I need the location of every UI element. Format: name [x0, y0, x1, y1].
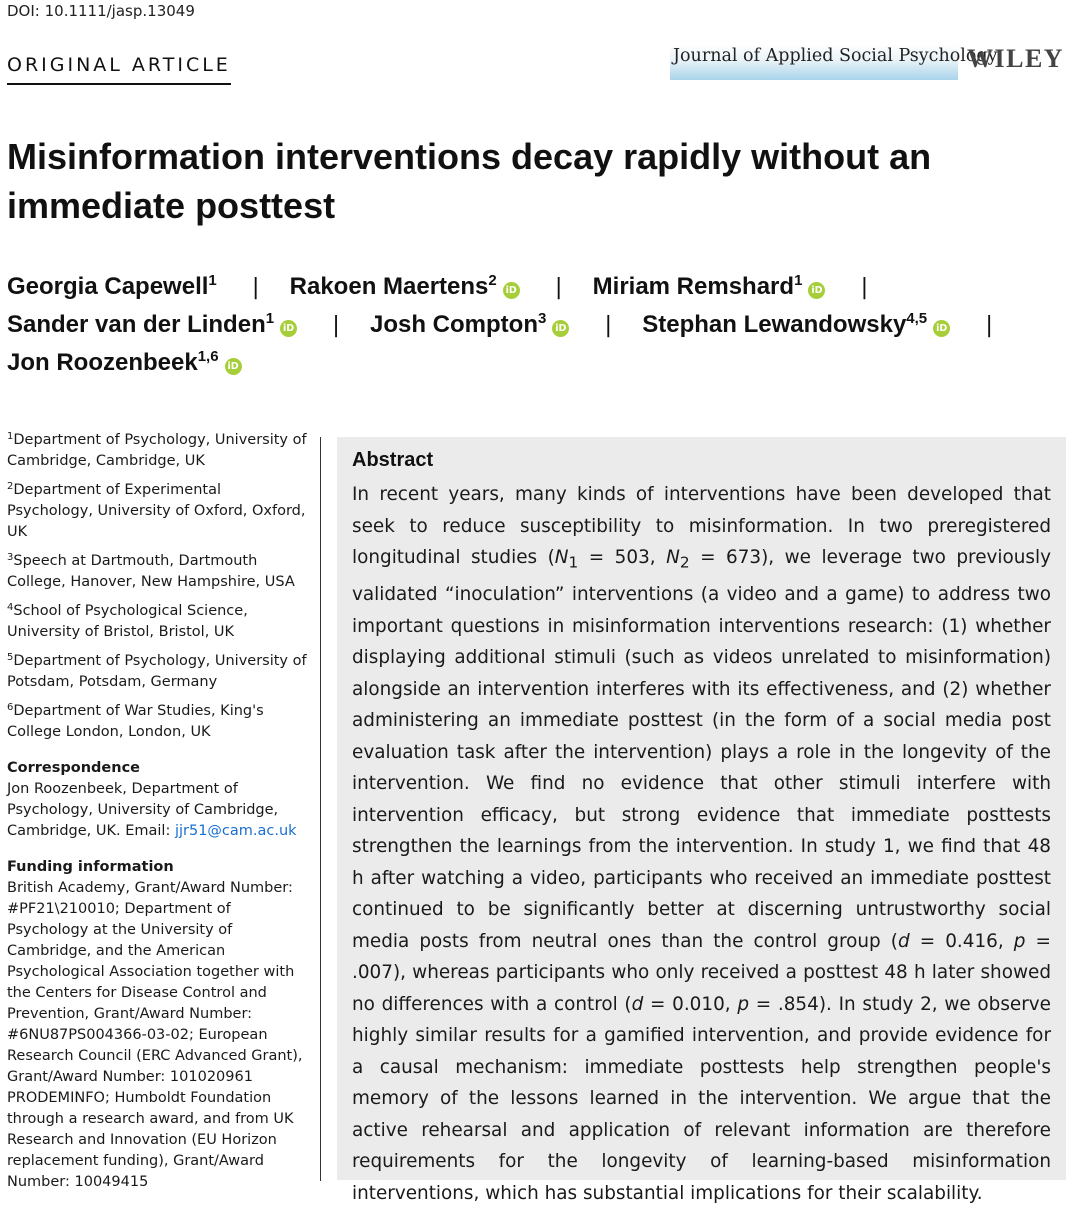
- abstract-text: In recent years, many kinds of interventions have been developed that seek to reduce susceptibility to misinformation. In two preregistered longitudinal studies ($N_1 = 503$, $N_2 = 673$), we leverage two previously validated “inoculation” interventions (a video and a game) to address two important questions in misinformation interventions research: (1) whether displaying additional stimuli (such as videos unrelated to misinformation) alongside an intervention interferes with its effectiveness, and (2) whether administering an immediate posttest (in the form of a social media post evaluation task after the intervention) plays a role in the longevity of the intervention. We find no evidence that other stimuli interfere with intervention efficacy, but strong evidence that immediate posttests strengthen the learnings from the intervention. In study 1, we find that 48 h after watching a video, participants who received an immediate posttest continued to be significantly better at discerning untrustworthy social media posts from neutral ones than the control group (d = 0.416, p = .007), whereas participants who only received a posttest 48 h later showed no differences with a control (d = 0.010, p = .854). In study 2, we observe highly similar results for a gamified intervention, and provide evidence for a causal mechanism: immediate posttests help strengthen people's memory of the lessons learned in the intervention. We argue that the active rehearsal and application of relevant information are therefore requirements for the longevity of learning-based misinformation interventions, which has substantial implications for their scalability.: [352, 484, 1052, 1204]
- correspondence-text: Jon Roozenbeek, Department of Psychology, University of Cambridge, Cambridge, UK. Email: jjr51@cam.ac.uk: [7, 781, 297, 839]
- author-name: Miriam Remshard$^1$: [592, 272, 803, 300]
- publisher-logo: WILEY: [967, 44, 1065, 73]
- abstract-heading: Abstract: [352, 449, 434, 471]
- abstract-box: [337, 437, 1066, 1204]
- article-type-label: ORIGINAL ARTICLE: [7, 54, 231, 85]
- column-divider: [320, 437, 321, 1181]
- journal-name: Journal of Applied Social Psychology: [673, 46, 998, 66]
- author-name: Josh Compton$^3$: [369, 310, 547, 338]
- affiliation-item: $^5$Department of Psychology, University of Potsdam, Potsdam, Germany: [7, 652, 307, 690]
- author-name: Jon Roozenbeek$^{1,6}$: [7, 348, 219, 376]
- author-separator: |: [554, 274, 563, 300]
- author-separator: |: [985, 312, 993, 338]
- article-title: Misinformation interventions decay rapidly without an immediate posttest: [7, 136, 932, 226]
- author-separator: |: [332, 312, 340, 338]
- orcid-icon[interactable]: iD: [808, 282, 825, 299]
- author-separator: |: [251, 274, 260, 300]
- funding-text: British Academy, Grant/Award Number: #PF21\210010; Department of Psychology at the University of Cambridge, and the American Psychological Association together with the Centers for Disease Control and Prevention, Grant/Award Number: #6NU87PS004366-03-02; European Research Council (ERC Advanced Grant), Grant/Award Number: 101020961 PRODEMINFO; Humboldt Foundation through a research award, and from UK Research and Innovation (EU Horizon replacement funding), Grant/Award Number: 10049415: [7, 880, 303, 1190]
- orcid-icon[interactable]: iD: [225, 358, 242, 375]
- author-name: Georgia Capewell$^1$: [7, 272, 217, 300]
- author-list: [7, 268, 1067, 382]
- author-separator: |: [860, 274, 869, 300]
- author-line-2: [7, 306, 1067, 344]
- author-affiliation-sup: 1,6: [197, 348, 219, 365]
- author-name: Sander van der Linden$^1$: [7, 310, 275, 338]
- author-affiliation-sup: 1: [794, 272, 803, 289]
- author-affiliation-sup: 2: [488, 272, 497, 289]
- sidebar-info: [7, 430, 309, 1193]
- author-name: Stephan Lewandowsky$^{4,5}$: [642, 310, 928, 338]
- author-line-1: [7, 268, 1067, 306]
- affiliation-item: $^2$Department of Experimental Psychology, University of Oxford, Oxford, UK: [7, 481, 306, 540]
- author-affiliation-sup: 4,5: [906, 310, 928, 327]
- affiliation-item: $^3$Speech at Dartmouth, Dartmouth College, Hanover, New Hampshire, USA: [7, 552, 295, 590]
- affiliation-item: $^4$School of Psychological Science, University of Bristol, Bristol, UK: [7, 602, 248, 640]
- author-separator: |: [604, 312, 613, 338]
- correspondence-heading: Correspondence: [7, 760, 140, 776]
- orcid-icon[interactable]: iD: [933, 320, 950, 337]
- author-affiliation-sup: 3: [537, 310, 547, 327]
- author-name: Rakoen Maertens$^2$: [289, 272, 497, 300]
- orcid-icon[interactable]: iD: [503, 282, 520, 299]
- doi: DOI: 10.1111/jasp.13049: [7, 2, 195, 20]
- author-affiliation-sup: 1: [265, 310, 275, 327]
- author-line-3: [7, 344, 1067, 382]
- author-affiliation-sup: 1: [208, 272, 217, 289]
- journal-banner: [670, 44, 998, 80]
- email-link[interactable]: jjr51@cam.ac.uk: [174, 823, 297, 839]
- orcid-icon[interactable]: iD: [280, 320, 297, 337]
- funding-heading: Funding information: [7, 859, 174, 875]
- affiliation-item: $^6$Department of War Studies, King's College London, London, UK: [7, 702, 264, 740]
- affiliation-item: $^1$Department of Psychology, University of Cambridge, Cambridge, UK: [7, 431, 307, 469]
- orcid-icon[interactable]: iD: [552, 320, 569, 337]
